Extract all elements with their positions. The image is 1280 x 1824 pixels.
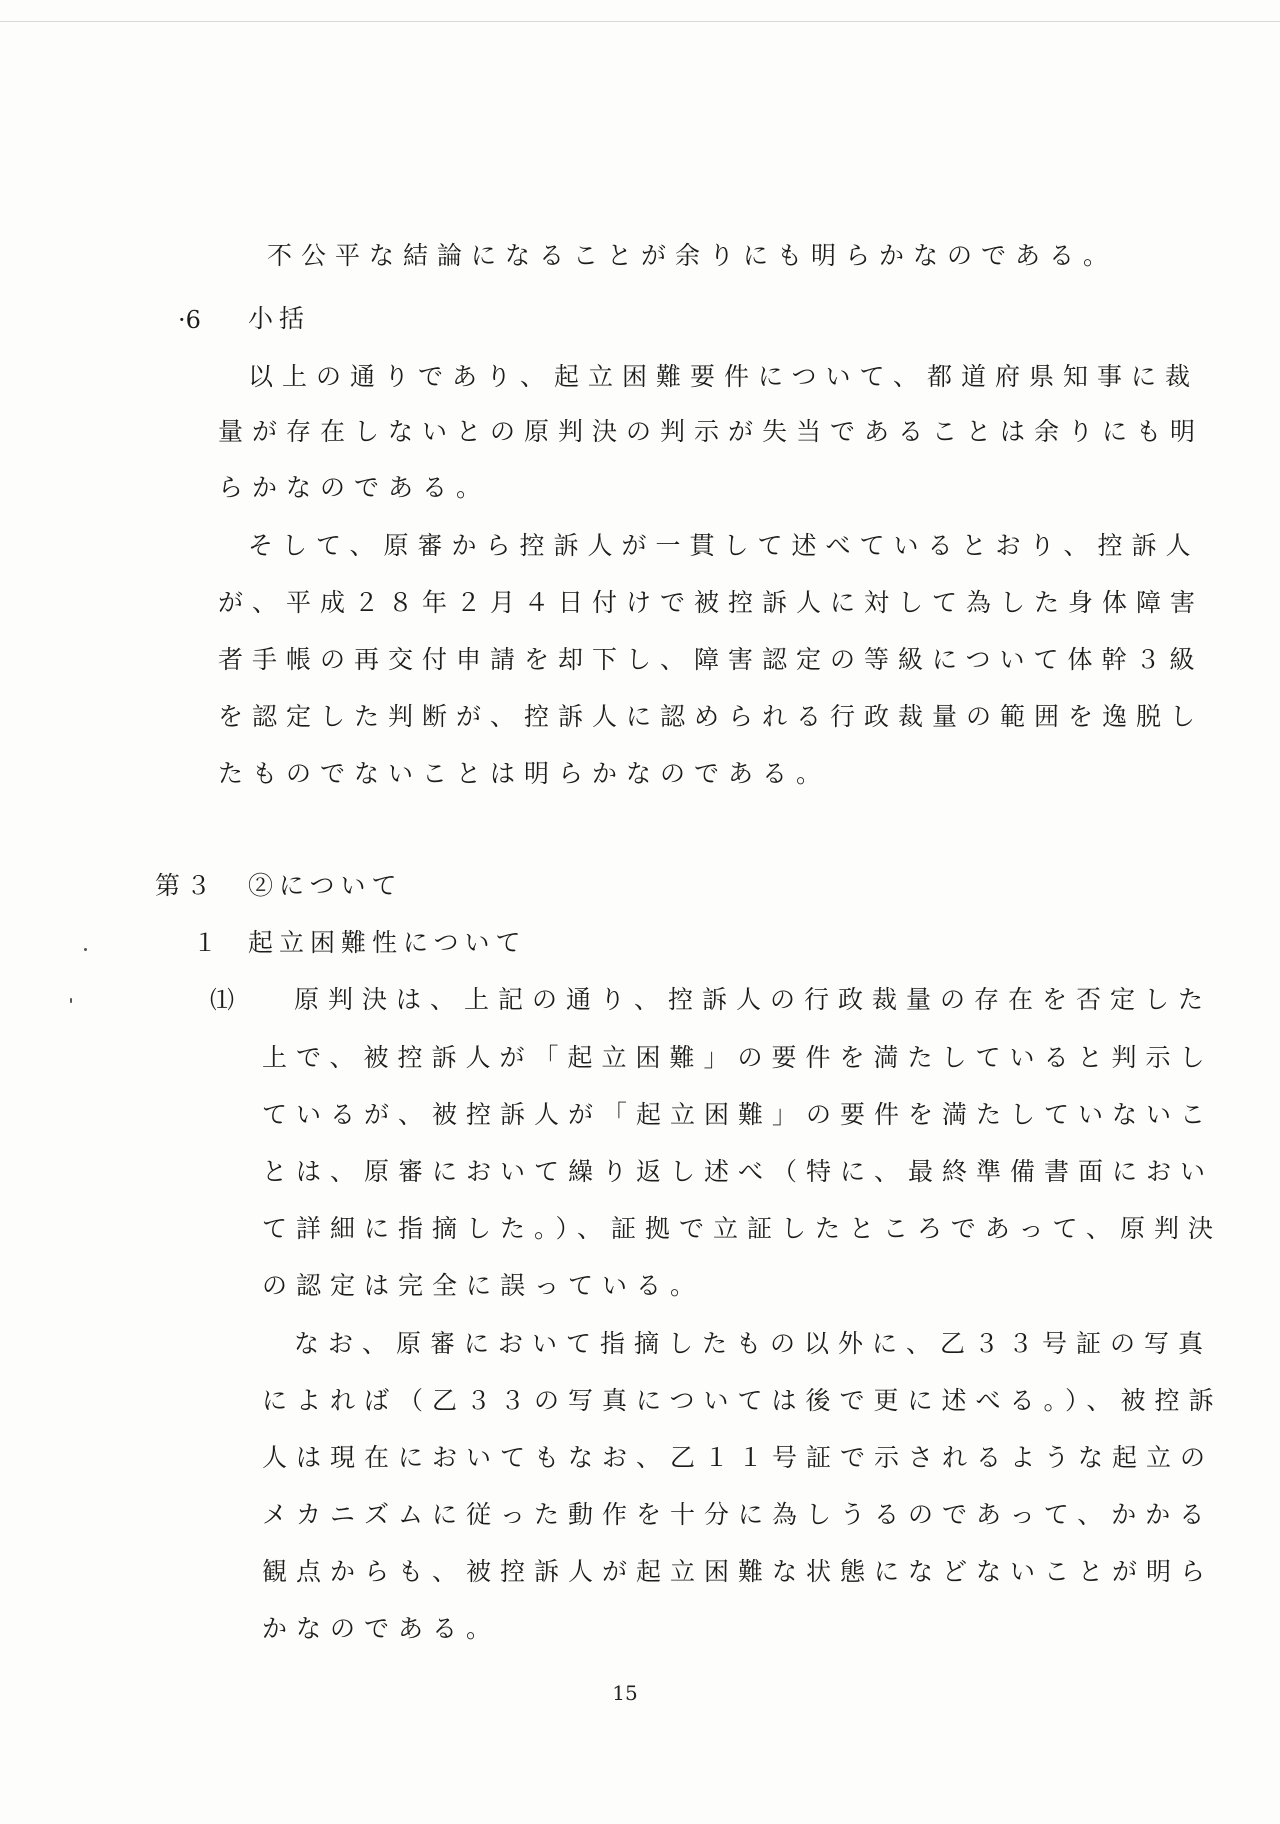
section-6-p1-line-3: らかなのである。 <box>218 473 491 502</box>
item-1-number: １ <box>193 929 217 957</box>
scan-speck <box>70 998 72 1003</box>
item-1-title: 起立困難性について <box>248 928 527 957</box>
section-6-p2-line-1: そして、原審から控訴人が一貫して述べているとおり、控訴人 <box>248 531 1200 560</box>
sub-1-p1-line-5: て詳細に指摘した。）、証拠で立証したところであって、原判決 <box>262 1214 1223 1243</box>
scan-speck <box>84 948 87 951</box>
sub-1-p2-line-1: なお、原審において指摘したもの以外に、乙３３号証の写真 <box>294 1329 1213 1358</box>
page-number: 15 <box>612 1681 638 1705</box>
sub-1-p1-line-1: 原判決は、上記の通り、控訴人の行政裁量の存在を否定した <box>294 985 1213 1014</box>
section-6-p1-line-2: 量が存在しないとの原判決の判示が失当であることは余りにも明 <box>218 417 1205 446</box>
sub-1-p1-line-2: 上で、被控訴人が「起立困難」の要件を満たしていると判示し <box>262 1043 1214 1072</box>
part-3-title: ②について <box>248 871 403 900</box>
section-6-p2-line-2: が、平成２８年２月４日付けで被控訴人に対して為した身体障害 <box>218 588 1205 617</box>
sub-1-p2-line-6: かなのである。 <box>262 1614 501 1643</box>
sub-1-p2-line-4: メカニズムに従った動作を十分に為しうるのであって、かかる <box>262 1500 1214 1529</box>
sub-1-p2-line-2: によれば（乙３３の写真については後で更に述べる。）、被控訴 <box>262 1386 1223 1415</box>
section-6-p1-line-1: 以上の通りであり、起立困難要件について、都道府県知事に裁 <box>248 362 1200 391</box>
section-6-p2-line-5: たものでないことは明らかなのである。 <box>218 759 831 788</box>
sub-1-p2-line-3: 人は現在においてもなお、乙１１号証で示されるような起立の <box>262 1443 1215 1472</box>
sub-1-p2-line-5: 観点からも、被控訴人が起立困難な状態になどないことが明ら <box>262 1557 1215 1586</box>
section-6-p2-line-3: 者手帳の再交付申請を却下し、障害認定の等級について体幹３級 <box>218 645 1204 674</box>
section-6-number: ·6 <box>178 306 201 334</box>
section-6-p2-line-4: を認定した判断が、控訴人に認められる行政裁量の範囲を逸脱し <box>218 702 1205 731</box>
part-3-number: 第３ <box>155 871 218 900</box>
sub-item-1-number: ⑴ <box>210 986 234 1014</box>
top-scan-edge <box>0 21 1280 22</box>
sub-1-p1-line-3: ているが、被控訴人が「起立困難」の要件を満たしていないこ <box>262 1100 1215 1129</box>
section-6-title: 小括 <box>248 304 311 333</box>
sub-1-p1-line-6: の認定は完全に誤っている。 <box>262 1271 705 1300</box>
continuation-line: 不公平な結論になることが余りにも明らかなのである。 <box>267 241 1118 270</box>
sub-1-p1-line-4: とは、原審において繰り返し述べ（特に、最終準備書面におい <box>262 1157 1215 1186</box>
